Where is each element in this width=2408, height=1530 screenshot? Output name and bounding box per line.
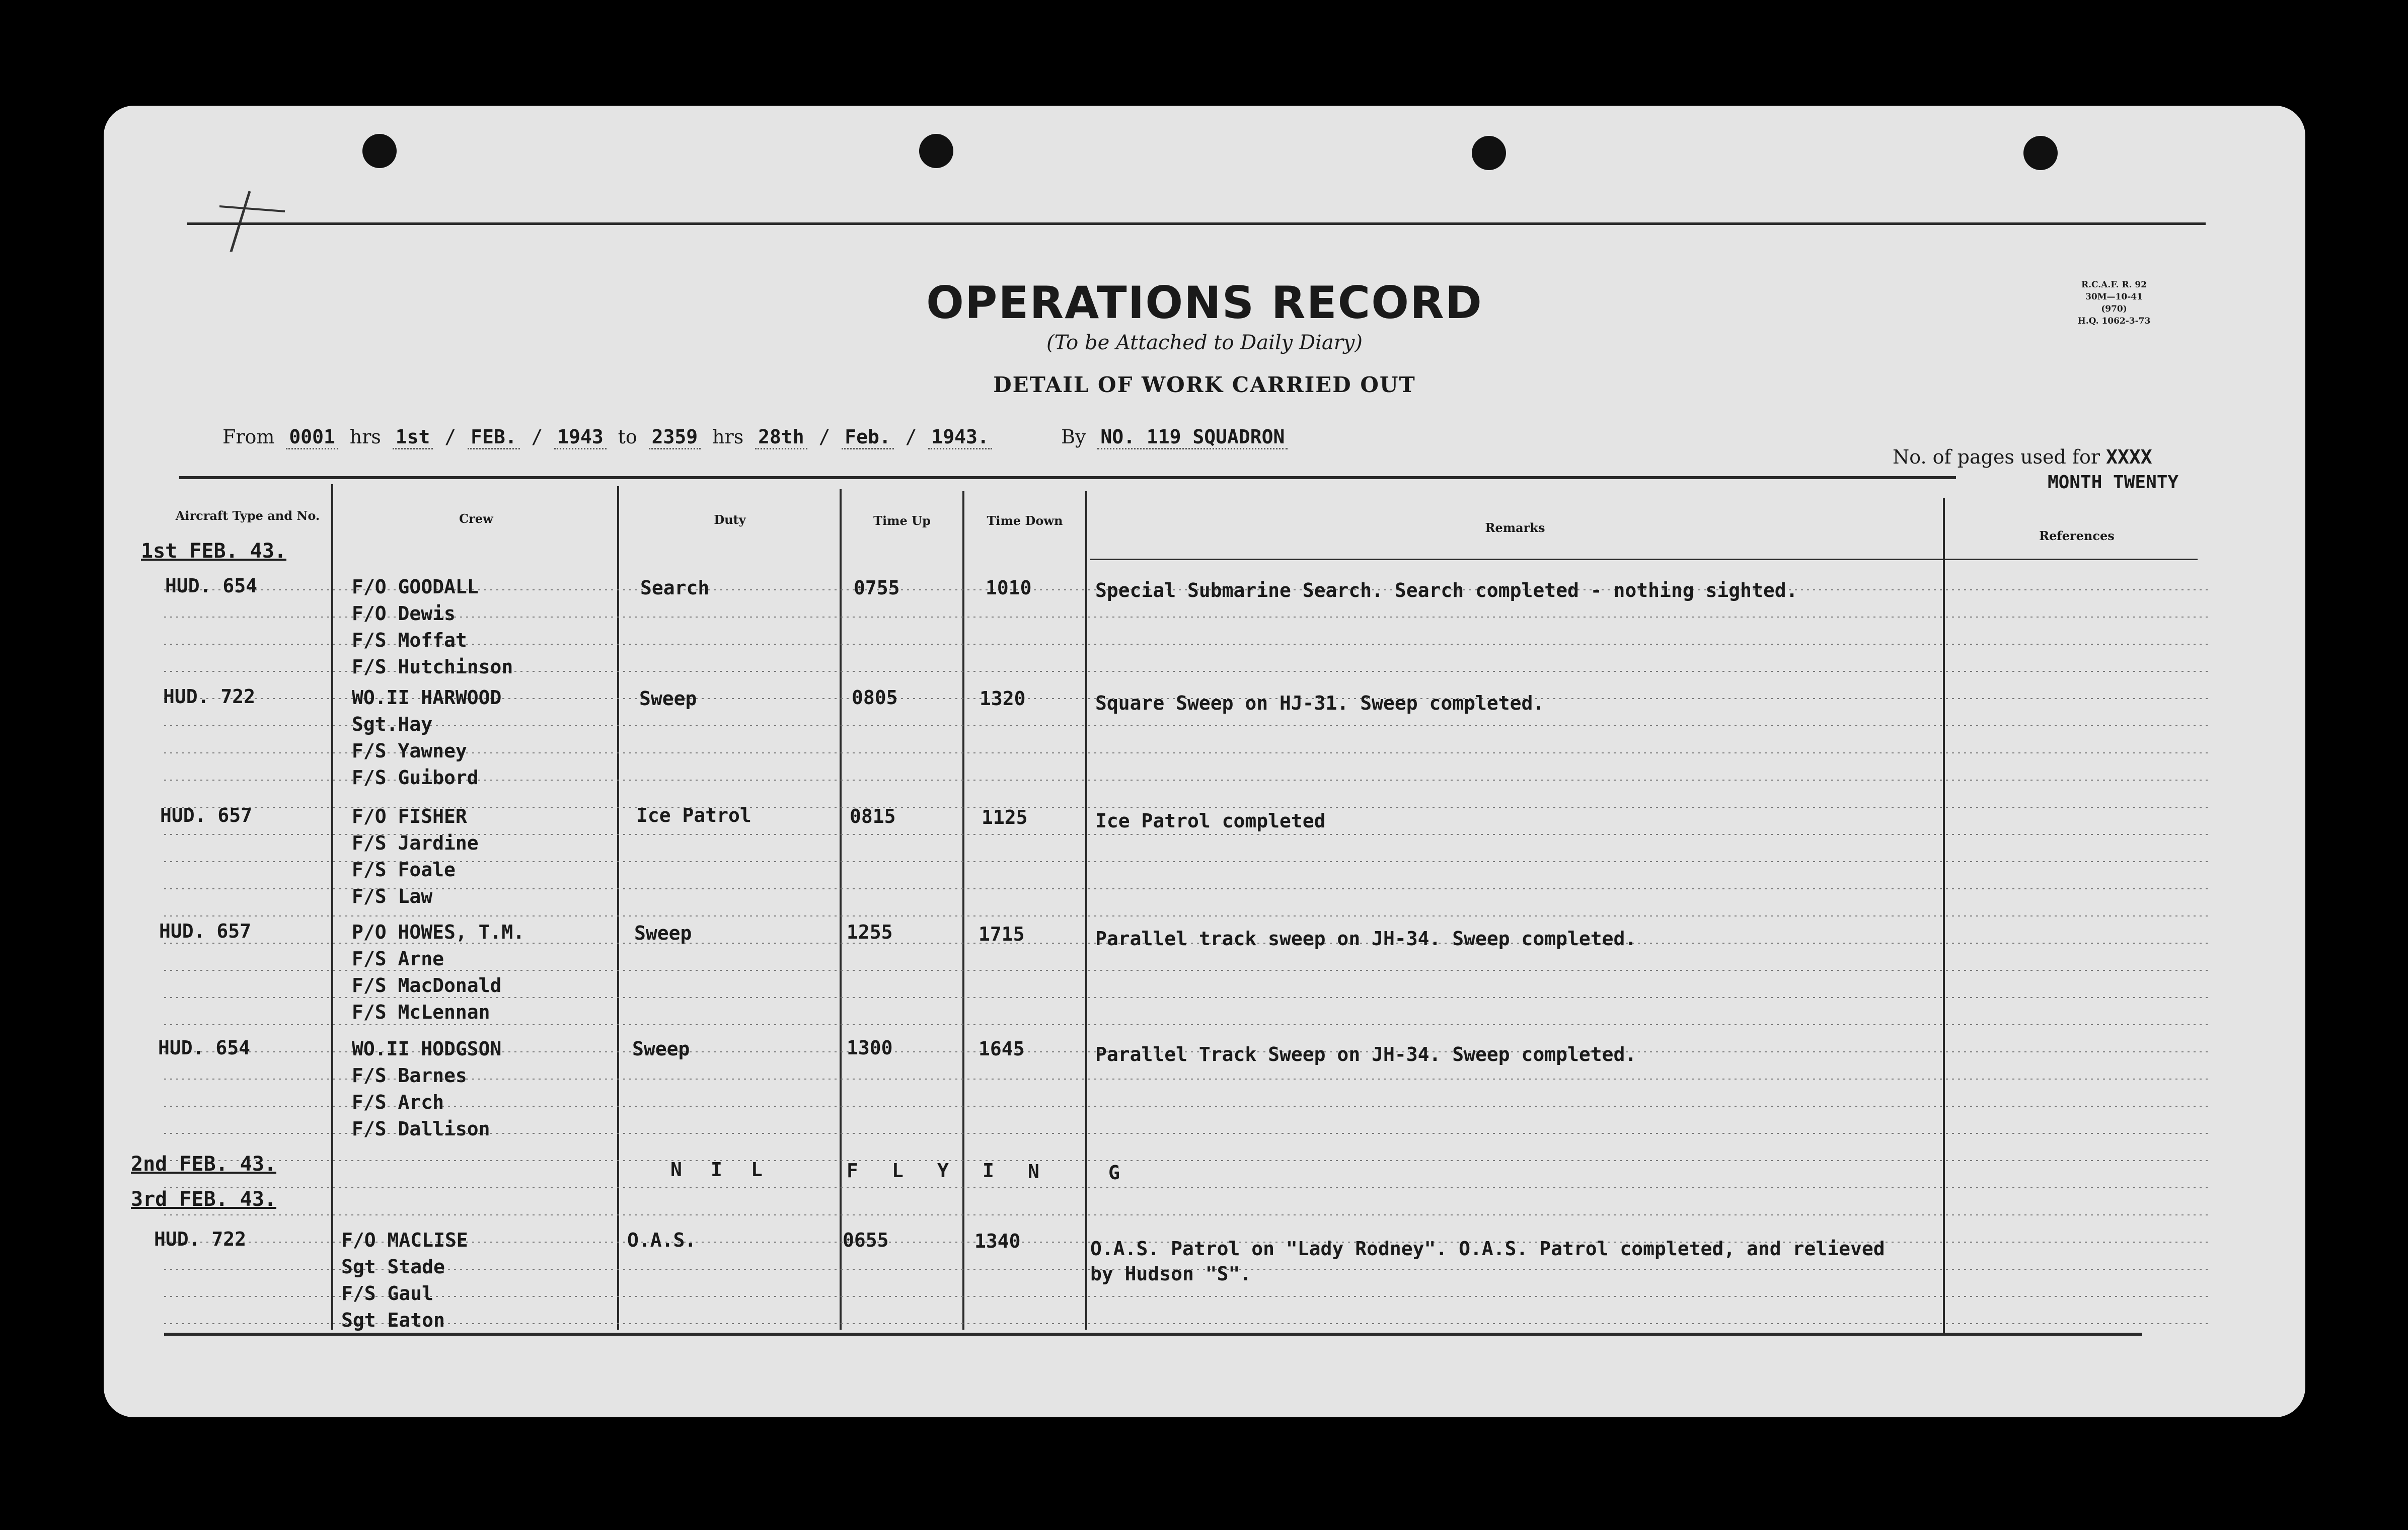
crew-member: Sgt Stade — [341, 1256, 445, 1278]
time-down-cell: 1010 — [986, 577, 1032, 599]
period-line: From 0001 hrs 1st / FEB. / 1943 to 2359 hrs 28th / Feb. / 1943. By NO. 119 SQUADRON — [222, 426, 1288, 448]
crew-member: WO.II HODGSON — [352, 1038, 502, 1060]
duty-cell: Search — [640, 577, 710, 599]
crew-member: F/S Law — [352, 885, 433, 907]
to-time: 2359 — [649, 426, 701, 449]
time-up-cell: 0755 — [854, 577, 900, 599]
col-header-duty: Duty — [714, 512, 746, 527]
crew-member: Sgt Eaton — [341, 1309, 445, 1331]
pages-label: No. of pages used for — [1893, 446, 2100, 468]
duty-cell: Sweep — [639, 687, 697, 710]
crew-member: F/S Moffat — [352, 629, 467, 651]
aircraft-cell: HUD. 657 — [160, 804, 253, 826]
crew-member: F/S Arne — [352, 948, 444, 970]
nil-flying-letter: L — [892, 1160, 904, 1182]
time-down-cell: 1340 — [974, 1230, 1021, 1252]
crew-member: F/O GOODALL — [352, 576, 479, 598]
remarks-cell: Square Sweep on HJ-31. Sweep completed. — [1095, 692, 1545, 714]
unit-name: NO. 119 SQUADRON — [1097, 426, 1288, 449]
crew-list — [352, 803, 479, 910]
time-up-cell: 0655 — [843, 1229, 889, 1251]
duty-cell: Ice Patrol — [636, 804, 751, 826]
nil-flying-letter: F — [847, 1160, 858, 1182]
crew-member: F/S Foale — [352, 859, 456, 881]
crew-member: WO.II HARWOOD — [352, 686, 502, 709]
crew-member: F/S Jardine — [352, 832, 479, 854]
duty-cell: Sweep — [632, 1038, 690, 1060]
form-code-line: 30M—10-41 (970) — [2085, 292, 2143, 314]
crew-member: F/S Barnes — [352, 1064, 467, 1087]
time-down-cell: 1320 — [980, 687, 1026, 710]
remarks-cell: Special Submarine Search. Search completed - nothing sighted. — [1095, 579, 1798, 601]
crew-member: F/O MACLISE — [341, 1229, 468, 1251]
from-time: 0001 — [286, 426, 338, 449]
page-subtitle: (To be Attached to Daily Diary) — [1046, 331, 1363, 354]
crew-member: Sgt.Hay — [352, 713, 433, 735]
from-label: From — [222, 426, 275, 448]
aircraft-cell: HUD. 722 — [163, 685, 256, 708]
crew-member: F/S Arch — [352, 1091, 444, 1113]
crew-member: F/S Gaul — [341, 1282, 434, 1305]
time-down-cell: 1125 — [982, 806, 1028, 828]
crew-list — [352, 1036, 501, 1142]
time-down-cell: 1645 — [979, 1038, 1025, 1060]
duty-cell: O.A.S. — [627, 1229, 697, 1251]
aircraft-cell: HUD. 654 — [165, 575, 258, 597]
time-up-cell: 1300 — [847, 1037, 893, 1059]
to-month: Feb. — [842, 426, 894, 449]
crew-member: F/O Dewis — [352, 602, 456, 625]
nil-flying-letter: N — [670, 1159, 682, 1181]
crew-member: P/O HOWES, T.M. — [352, 921, 525, 943]
nil-flying-letter: Y — [937, 1160, 949, 1182]
aircraft-cell: HUD. 722 — [154, 1228, 247, 1250]
from-month: FEB. — [468, 426, 520, 449]
crew-member: F/O FISHER — [352, 805, 467, 827]
pages-value: XXXX — [2106, 446, 2152, 468]
to-day: 28th — [755, 426, 807, 449]
crew-list — [352, 919, 524, 1026]
nil-flying-letter: I — [711, 1159, 722, 1181]
aircraft-cell: HUD. 657 — [159, 920, 252, 942]
remarks-cell: O.A.S. Patrol on "Lady Rodney". O.A.S. Patrol completed, and relieved by Hudson "S". — [1090, 1238, 1885, 1285]
crew-member: F/S Dallison — [352, 1118, 490, 1140]
detail-heading: DETAIL OF WORK CARRIED OUT — [993, 372, 1416, 397]
nil-flying-letter: G — [1108, 1162, 1120, 1184]
form-code-line: H.Q. 1062-3-73 — [2077, 316, 2151, 326]
crew-member: F/S McLennan — [352, 1001, 490, 1023]
crew-member: F/S MacDonald — [352, 974, 502, 997]
to-label: to — [618, 426, 637, 448]
date-label: 2nd FEB. 43. — [131, 1153, 276, 1176]
nil-flying-letter: I — [983, 1160, 994, 1182]
to-year: 1943. — [928, 426, 992, 449]
crew-member: F/S Hutchinson — [352, 656, 513, 678]
date-label: 1st FEB. 43. — [141, 540, 286, 563]
crew-member: F/S Guibord — [352, 767, 479, 789]
col-header-references: References — [2039, 528, 2115, 543]
hrs-label: hrs — [349, 426, 381, 448]
nil-flying-letter: N — [1028, 1161, 1039, 1183]
time-up-cell: 1255 — [847, 921, 893, 943]
crew-list — [352, 574, 513, 680]
remarks-cell: Ice Patrol completed — [1095, 810, 1326, 832]
form-code-line: R.C.A.F. R. 92 — [2081, 280, 2147, 290]
col-header-aircraft: Aircraft Type and No. — [175, 508, 320, 523]
col-header-time-up: Time Up — [873, 513, 931, 528]
crew-list — [341, 1227, 468, 1334]
time-down-cell: 1715 — [979, 923, 1025, 945]
remarks-cell: Parallel track sweep on JH-34. Sweep completed. — [1095, 928, 1637, 950]
nil-flying-letter: L — [751, 1159, 763, 1181]
duty-cell: Sweep — [634, 922, 692, 944]
pages-note: MONTH TWENTY — [2048, 472, 2179, 493]
page-title: OPERATIONS RECORD — [926, 277, 1483, 329]
hrs-label: hrs — [712, 426, 744, 448]
aircraft-cell: HUD. 654 — [158, 1037, 251, 1059]
time-up-cell: 0815 — [850, 805, 896, 827]
operations-record-card — [104, 106, 2305, 1417]
col-header-remarks: Remarks — [1485, 520, 1545, 535]
crew-member: F/S Yawney — [352, 740, 467, 762]
crew-list — [352, 684, 501, 791]
remarks-cell: Parallel Track Sweep on JH-34. Sweep completed. — [1095, 1043, 1637, 1065]
col-header-time-down: Time Down — [987, 513, 1063, 528]
col-header-crew: Crew — [459, 511, 493, 526]
date-label: 3rd FEB. 43. — [131, 1188, 276, 1211]
from-day: 1st — [393, 426, 433, 449]
time-up-cell: 0805 — [852, 686, 898, 709]
by-label: By — [1061, 426, 1086, 448]
from-year: 1943 — [554, 426, 607, 449]
